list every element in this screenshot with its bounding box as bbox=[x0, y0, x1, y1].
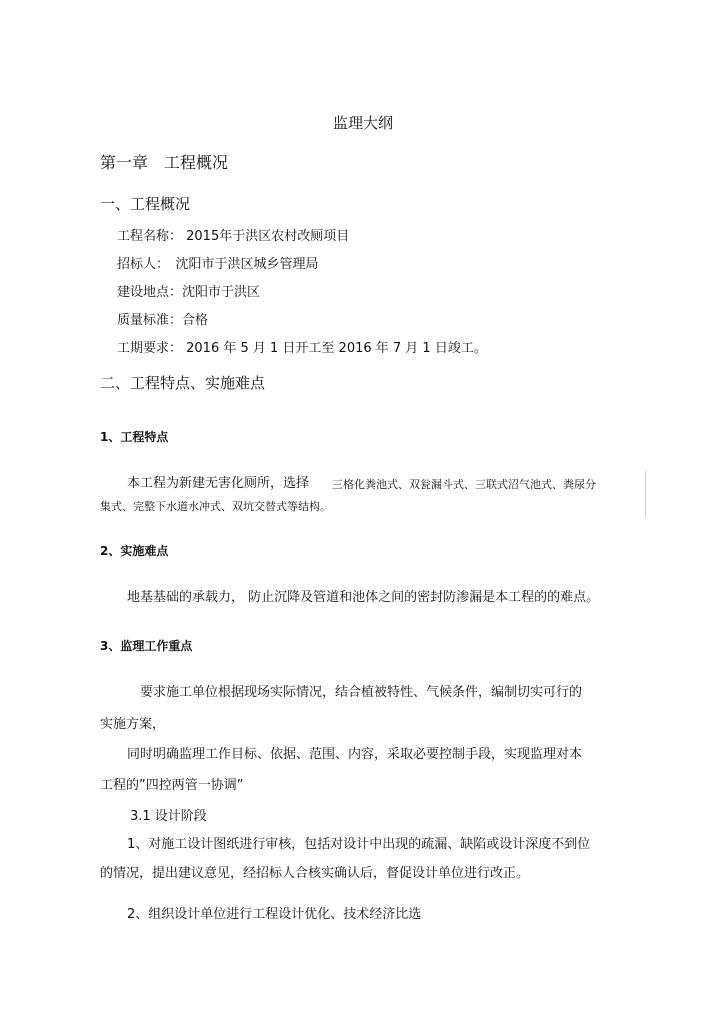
focus-p2-line-1: 同时明确监理工作目标、依据、范围、内容，采取必要控制手段，实现监理对本 bbox=[127, 747, 583, 762]
focus-p4-line-1: 1、对施工设计图纸进行审核，包括对设计中出现的疏漏、缺陷或设计深度不到位 bbox=[127, 837, 591, 852]
focus-p5: 2、组织设计单位进行工程设计优化、技术经济比选 bbox=[127, 907, 422, 922]
document-title: 监理大纲 bbox=[333, 114, 394, 132]
focus-p1-line-1: 要求施工单位根据现场实际情况，结合植被特性、气候条件，编制切实可行的 bbox=[140, 685, 583, 700]
subheading-difficulties: 2、实施难点 bbox=[100, 544, 169, 558]
chapter-heading: 第一章 工程概况 bbox=[100, 153, 229, 172]
field-project-name: 工程名称： 2015年于洪区农村改厕项目 bbox=[117, 229, 350, 244]
subheading-supervision-focus: 3、监理工作重点 bbox=[100, 639, 193, 653]
section-heading-overview: 一、工程概况 bbox=[100, 195, 191, 213]
section-heading-features: 二、工程特点、实施难点 bbox=[100, 374, 266, 392]
focus-p4-line-2: 的情况，提出建议意见，经招标人合核实确认后，督促设计单位进行改正。 bbox=[100, 866, 530, 881]
focus-p1-line-2: 实施方案， bbox=[100, 717, 166, 732]
features-line-1a: 本工程为新建无害化厕所，选择 bbox=[127, 476, 310, 491]
field-location: 建设地点：沈阳市于洪区 bbox=[117, 285, 261, 300]
field-quality: 质量标准：合格 bbox=[117, 313, 209, 328]
field-schedule: 工期要求： 2016 年 5 月 1 日开工至 2016 年 7 月 1 日竣工。 bbox=[117, 341, 487, 356]
field-tenderer: 招标人： 沈阳市于洪区城乡管理局 bbox=[117, 257, 319, 272]
subheading-features: 1、工程特点 bbox=[100, 430, 169, 444]
difficulties-text: 地基基础的承载力， 防止沉降及管道和池体之间的密封防渗漏是本工程的的难点。 bbox=[127, 590, 600, 605]
design-stage-heading: 3.1 设计阶段 bbox=[130, 809, 207, 824]
focus-p2-line-2: 工程的”四控两管一协调” bbox=[100, 778, 244, 793]
margin-line bbox=[645, 471, 646, 517]
features-line-1b: 三格化粪池式、双瓮漏斗式、三联式沼气池式、粪尿分 bbox=[332, 478, 596, 491]
features-line-2: 集式、完整下水道水冲式、双坑交替式等结构。 bbox=[100, 500, 331, 513]
